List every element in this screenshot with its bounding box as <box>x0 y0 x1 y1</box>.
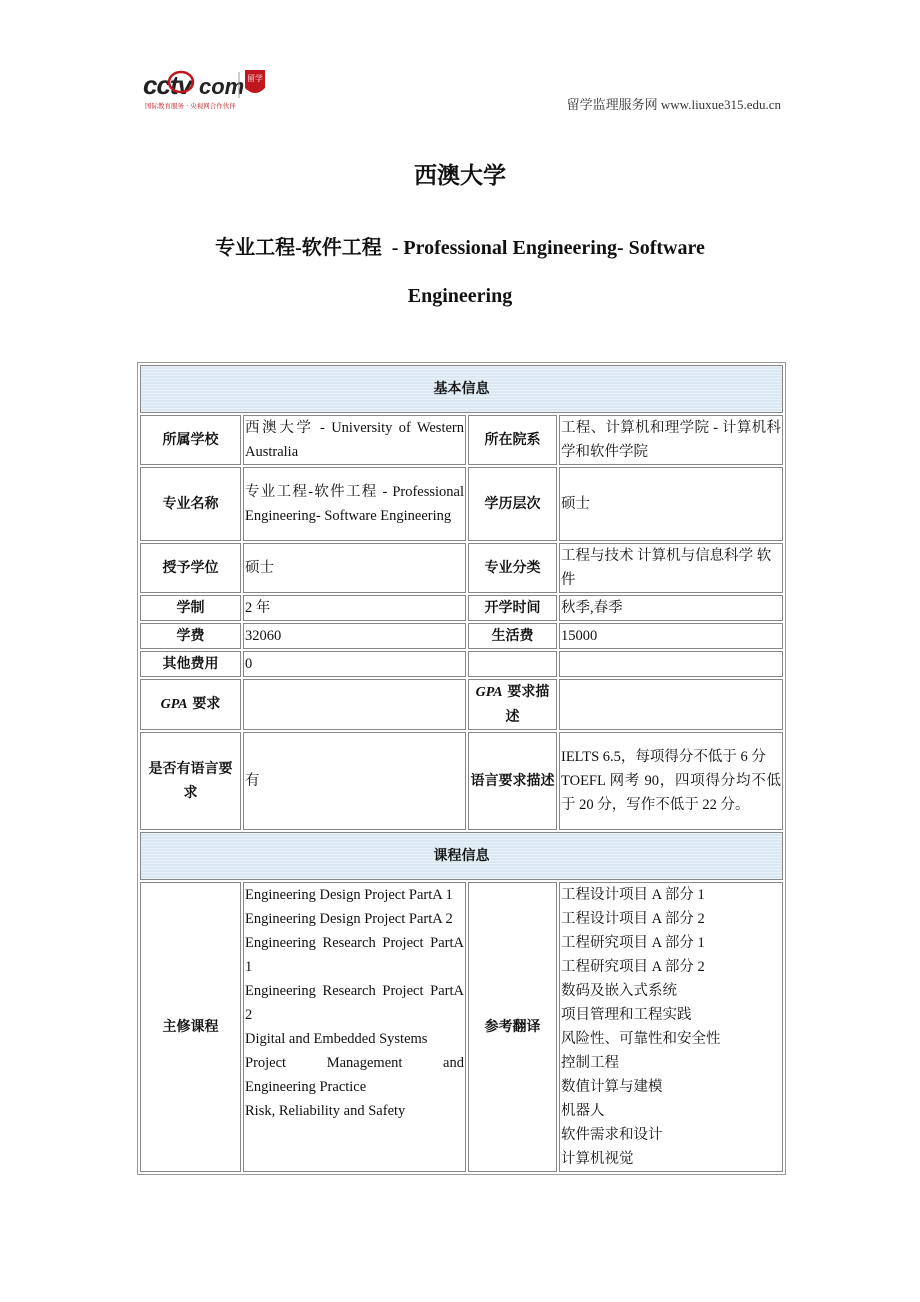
program-subtitle <box>175 224 745 320</box>
course-item: Engineering Design Project PartA 2 <box>245 911 453 927</box>
course-item: Risk, Reliability and Safety <box>245 1103 406 1119</box>
translation-label: 参考翻译 <box>468 882 557 1172</box>
course-item: Project Management and Engineering Practice <box>245 1055 464 1095</box>
courses-chinese-list <box>559 882 783 1172</box>
svg-text:cctv: cctv <box>143 70 192 100</box>
course-translation-item: 机器人 <box>561 1103 605 1119</box>
faculty-label: 所在院系 <box>468 415 557 465</box>
other-fees-value: 0 <box>243 651 466 677</box>
intake-value: 秋季,春季 <box>559 595 783 621</box>
gpa-description-value <box>559 679 783 730</box>
intake-label: 开学时间 <box>468 595 557 621</box>
course-item: Engineering Research Project PartA 2 <box>245 983 464 1023</box>
category-value: 工程与技术 计算机与信息科学 软件 <box>559 543 783 593</box>
course-translation-item: 软件需求和设计 <box>561 1127 663 1143</box>
svg-text:留学: 留学 <box>247 74 263 83</box>
subtitle-line-2: Engineering <box>407 285 513 307</box>
language-description-label: 语言要求描述 <box>468 732 557 830</box>
major-label: 专业名称 <box>140 467 241 541</box>
main-courses-label: 主修课程 <box>140 882 241 1172</box>
course-item: Engineering Design Project PartA 1 <box>245 887 453 903</box>
gpa-label: GPA 要求 <box>140 679 241 730</box>
course-item: Digital and Embedded Systems <box>245 1031 428 1047</box>
ielts-requirement: IELTS 6.5，每项得分不低于 6 分 <box>561 749 766 765</box>
course-translation-item: 工程研究项目 A 部分 2 <box>561 959 705 975</box>
course-item: Engineering Research Project PartA 1 <box>245 935 464 975</box>
duration-label: 学制 <box>140 595 241 621</box>
section-basic-info: 基本信息 <box>140 365 783 413</box>
category-label: 专业分类 <box>468 543 557 593</box>
major-value: 专业工程-软件工程 - Professional Engineering- Software Engineering <box>243 467 466 541</box>
other-fees-label: 其他费用 <box>140 651 241 677</box>
course-translation-item: 工程研究项目 A 部分 1 <box>561 935 705 951</box>
toefl-requirement: TOEFL 网考 90，四项得分均不低于 20 分，写作不低于 22 分。 <box>561 773 781 813</box>
section-course-info: 课程信息 <box>140 832 783 880</box>
gpa-description-label: GPA 要求描述 <box>468 679 557 730</box>
site-reference: 留学监理服务网 www.liuxue315.edu.cn <box>566 97 781 112</box>
course-translation-item: 风险性、可靠性和安全性 <box>561 1031 721 1047</box>
courses-english-list <box>243 882 466 1172</box>
school-value: 西澳大学 - University of Western Australia <box>243 415 466 465</box>
tuition-value: 32060 <box>243 623 466 649</box>
school-label: 所属学校 <box>140 415 241 465</box>
course-translation-item: 工程设计项目 A 部分 2 <box>561 911 705 927</box>
course-translation-item: 工程设计项目 A 部分 1 <box>561 887 705 903</box>
empty-cell <box>468 651 557 677</box>
course-translation-item: 控制工程 <box>561 1055 619 1071</box>
language-requirement-label: 是否有语言要求 <box>140 732 241 830</box>
living-cost-value: 15000 <box>559 623 783 649</box>
language-description-value <box>559 732 783 830</box>
course-translation-item: 数码及嵌入式系统 <box>561 983 677 999</box>
faculty-value: 工程、计算机和理学院 - 计算机科学和软件学院 <box>559 415 783 465</box>
cctv-logo <box>143 64 278 112</box>
course-translation-item: 数值计算与建模 <box>561 1079 663 1095</box>
level-label: 学历层次 <box>468 467 557 541</box>
course-translation-item: 项目管理和工程实践 <box>561 1007 692 1023</box>
degree-value: 硕士 <box>243 543 466 593</box>
svg-text:com: com <box>199 74 245 99</box>
page-title: 西澳大学 <box>414 163 506 188</box>
empty-cell <box>559 651 783 677</box>
level-value: 硕士 <box>559 467 783 541</box>
tuition-label: 学费 <box>140 623 241 649</box>
subtitle-line-1: 专业工程-软件工程 - Professional Engineering- Software <box>215 237 705 259</box>
svg-text:国际教育服务 · 央视网合作伙伴: 国际教育服务 · 央视网合作伙伴 <box>145 102 236 110</box>
language-requirement-value: 有 <box>243 732 466 830</box>
gpa-value <box>243 679 466 730</box>
degree-label: 授予学位 <box>140 543 241 593</box>
program-info-table <box>137 362 786 1175</box>
living-cost-label: 生活费 <box>468 623 557 649</box>
course-translation-item: 计算机视觉 <box>561 1151 634 1167</box>
duration-value: 2 年 <box>243 595 466 621</box>
